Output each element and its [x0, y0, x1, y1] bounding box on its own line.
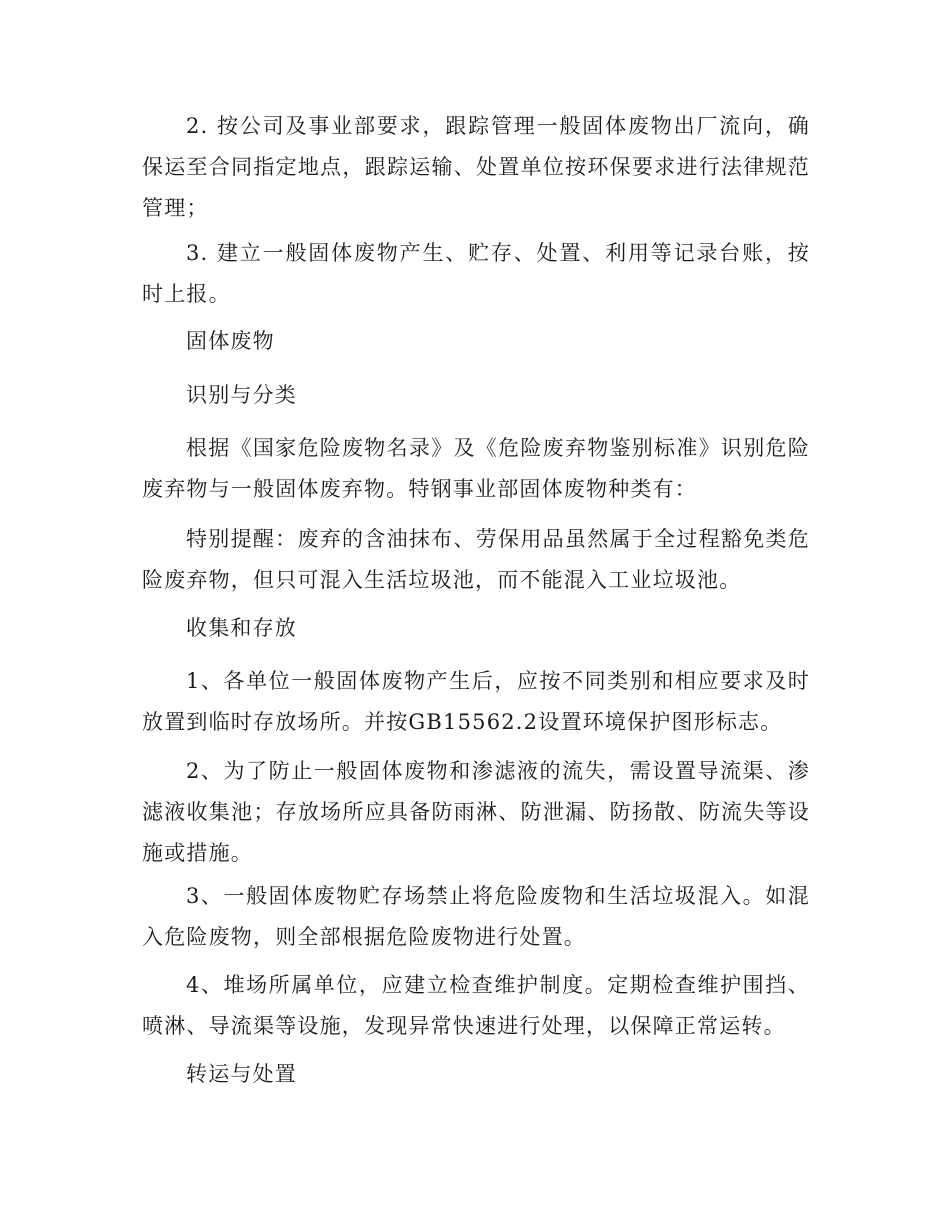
paragraph-record-ledger: 3. 建立一般固体废物产生、贮存、处置、利用等记录台账，按时上报。: [142, 241, 810, 306]
heading-solid-waste: 固体废物: [186, 329, 275, 353]
heading-transfer-disposal: 转运与处置: [186, 1062, 297, 1086]
paragraph-collection-item-2: 2、为了防止一般固体废物和渗滤液的流失，需设置导流渠、渗滤液收集池；存放场所应具备防雨淋、防泄漏、防扬散、防流失等设施或措施。: [142, 759, 810, 865]
paragraph-collection-item-1: 1、各单位一般固体废物产生后，应按不同类别和相应要求及时放置到临时存放场所。并按GB15562.2设置环境保护图形标志。: [142, 669, 810, 734]
paragraph-collection-item-4: 4、堆场所属单位，应建立检查维护制度。定期检查维护围挡、喷淋、导流渠等设施，发现异常快速进行处理，以保障正常运转。: [142, 973, 810, 1038]
paragraph-special-reminder: 特别提醒：废弃的含油抹布、劳保用品虽然属于全过程豁免类危险废弃物，但只可混入生活垃圾池，而不能混入工业垃圾池。: [142, 527, 810, 592]
heading-collection-storage: 收集和存放: [186, 616, 297, 640]
paragraph-tracking-waste-flow: 2. 按公司及事业部要求，跟踪管理一般固体废物出厂流向，确保运至合同指定地点，跟踪运输、处置单位按环保要求进行法律规范管理；: [142, 114, 810, 220]
paragraph-identification-basis: 根据《国家危险废物名录》及《危险废弃物鉴别标准》识别危险废弃物与一般固体废弃物。特钢事业部固体废物种类有：: [142, 436, 810, 501]
heading-identification-classification: 识别与分类: [186, 383, 297, 407]
paragraph-collection-item-3: 3、一般固体废物贮存场禁止将危险废物和生活垃圾混入。如混入危险废物，则全部根据危险废物进行处置。: [142, 884, 810, 949]
